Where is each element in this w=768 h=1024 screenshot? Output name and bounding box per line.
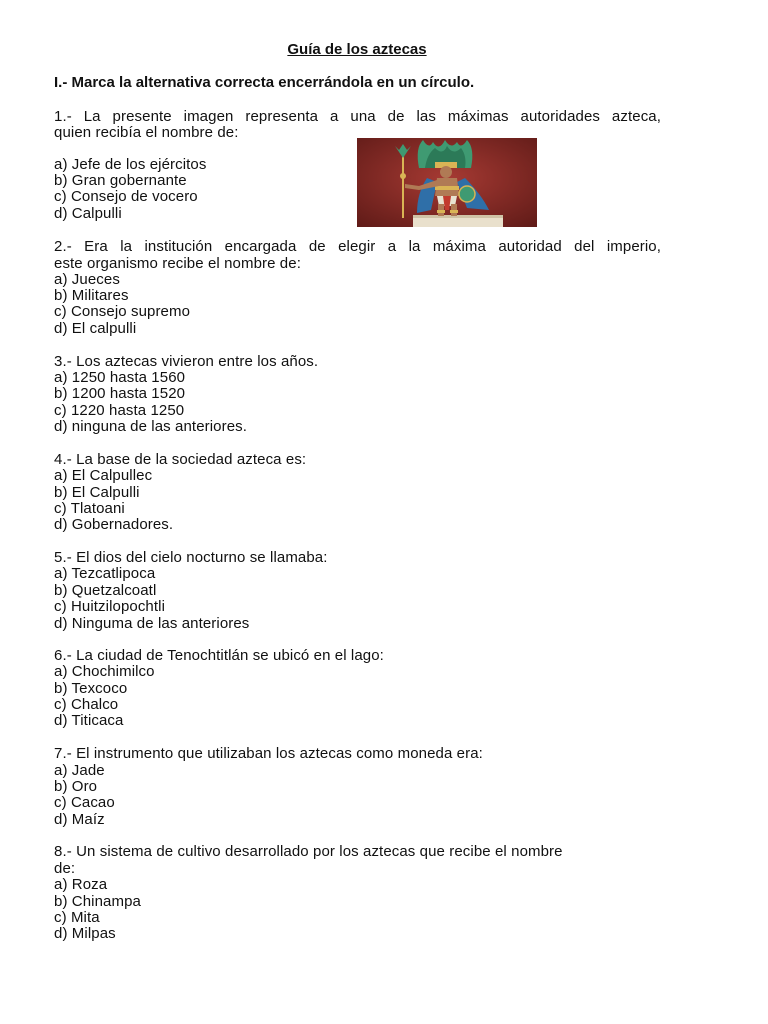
instructions-heading: I.- Marca la alternativa correcta encerrándola en un círculo. (54, 74, 475, 91)
question-2-text-line-1: 2.- Era la institución encargada de elegir a la máxima autoridad del imperio, (54, 238, 661, 255)
question-4-text: 4.- La base de la sociedad azteca es: (54, 451, 307, 468)
question-1-option-a: a) Jefe de los ejércitos (54, 156, 207, 173)
question-2-option-c: c) Consejo supremo (54, 303, 191, 320)
question-5-option-c: c) Huitzilopochtli (54, 598, 166, 615)
document-title: Guía de los aztecas (287, 41, 427, 58)
question-7-option-b: b) Oro (54, 778, 98, 795)
question-7-option-a: a) Jade (54, 762, 105, 779)
question-8-text-line-1: 8.- Un sistema de cultivo desarrollado por los aztecas que recibe el nombre (54, 843, 563, 860)
question-4-option-c: c) Tlatoani (54, 500, 125, 517)
question-2-option-b: b) Militares (54, 287, 129, 304)
aztec-ruler-illustration-icon (357, 138, 537, 227)
question-5-option-d: d) Ninguma de las anteriores (54, 615, 250, 632)
question-5-option-b: b) Quetzalcoatl (54, 582, 157, 599)
question-6-option-a: a) Chochimilco (54, 663, 155, 680)
question-7-option-d: d) Maíz (54, 811, 105, 828)
question-6-text: 6.- La ciudad de Tenochtitlán se ubicó en el lago: (54, 647, 384, 664)
question-7-option-c: c) Cacao (54, 794, 115, 811)
question-4-option-b: b) El Calpulli (54, 484, 140, 501)
question-2-option-d: d) El calpulli (54, 320, 137, 337)
question-3-option-a: a) 1250 hasta 1560 (54, 369, 186, 386)
question-1-option-c: c) Consejo de vocero (54, 188, 198, 205)
question-3-option-b: b) 1200 hasta 1520 (54, 385, 186, 402)
question-8-option-c: c) Mita (54, 909, 100, 926)
question-3-option-d: d) ninguna de las anteriores. (54, 418, 248, 435)
question-8-option-a: a) Roza (54, 876, 108, 893)
question-7-text: 7.- El instrumento que utilizaban los aztecas como moneda era: (54, 745, 483, 762)
question-6-option-d: d) Titicaca (54, 712, 124, 729)
question-3-option-c: c) 1220 hasta 1250 (54, 402, 185, 419)
question-3-text: 3.- Los aztecas vivieron entre los años. (54, 353, 319, 370)
question-4-option-a: a) El Calpullec (54, 467, 153, 484)
question-8-text-line-2: de: (54, 860, 76, 877)
question-5-option-a: a) Tezcatlipoca (54, 565, 156, 582)
question-2-option-a: a) Jueces (54, 271, 120, 288)
question-8-option-d: d) Milpas (54, 925, 116, 942)
question-1-text-line-2: quien recibía el nombre de: (54, 124, 239, 141)
question-6-option-c: c) Chalco (54, 696, 119, 713)
aztec-ruler-image (357, 138, 537, 227)
question-1-text-line-1: 1.- La presente imagen representa a una de las máximas autoridades azteca, (54, 108, 661, 125)
question-1-option-d: d) Calpulli (54, 205, 122, 222)
question-8-option-b: b) Chinampa (54, 893, 141, 910)
question-1-option-b: b) Gran gobernante (54, 172, 187, 189)
question-2-text-line-2: este organismo recibe el nombre de: (54, 255, 301, 272)
question-6-option-b: b) Texcoco (54, 680, 128, 697)
question-5-text: 5.- El dios del cielo nocturno se llamaba: (54, 549, 328, 566)
question-4-option-d: d) Gobernadores. (54, 516, 174, 533)
